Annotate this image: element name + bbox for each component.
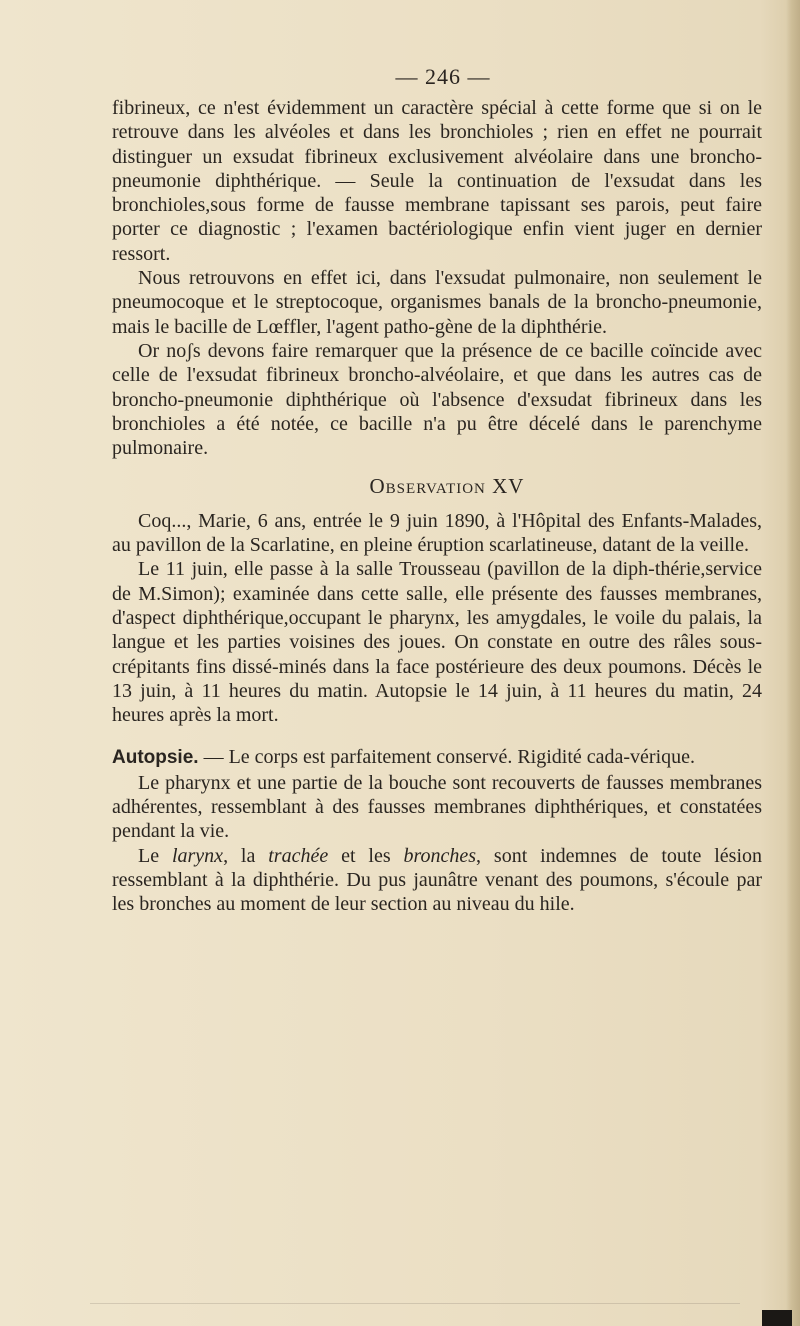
bronches-term: bronches: [403, 844, 477, 867]
page-text: [112, 62, 762, 917]
page-edge-shadow: [786, 0, 800, 1326]
larynx-lead: Le: [138, 844, 172, 867]
autopsie-heading: Autopsie.: [112, 747, 199, 769]
autopsie-text: — Le corps est parfaitement conservé. Rigidité cada-vérique.: [198, 746, 696, 769]
larynx-sep-1: , la: [223, 844, 269, 867]
paragraph-bacille-loeffler: Nous retrouvons en effet ici, dans l'exsudat pulmonaire, non seulement le pneumocoque et le streptocoque, organismes banals de la broncho-pneumonie, mais le bacille de Lœffler, l'agent patho-gène de la diphthérie.: [112, 267, 762, 338]
larynx-sep-2: et les: [328, 844, 404, 867]
paragraph-larynx: [112, 844, 762, 917]
page-bottom-rule: [90, 1303, 740, 1304]
paragraph-clinical-course: Le 11 juin, elle passe à la salle Trousseau (pavillon de la diph-thérie,service de M.Simon); examinée dans cette salle, elle présente des fausses membranes, d'aspect diphthérique,occupant le pharynx, les amygdales, le voile du palais, la langue et les parties voisines des joues. On constate en outre des râles sous-crépitants fins dissé-minés dans la face postérieure des deux poumons. Décès le 13 juin, à 11 heures du matin. Autopsie le 14 juin, à 11 heures du matin, 24 heures après la mort.: [112, 558, 762, 727]
trachee-term: trachée: [268, 844, 329, 867]
paragraph-patient-admission: Coq..., Marie, 6 ans, entrée le 9 juin 1890, à l'Hôpital des Enfants-Malades, au pavillon de la Scarlatine, en pleine éruption scarlatineuse, datant de la veille.: [112, 509, 762, 557]
larynx-rest: , sont indemnes de toute lésion ressemblant à la diphthérie. Du pus jaunâtre venant des poumons, s'écoule par les bronches au moment de leur section au niveau du hile.: [112, 844, 763, 916]
paragraph-fibrineux: fibrineux, ce n'est évidemment un caractère spécial à cette forme que si on le retrouve dans les alvéoles et dans les bronchioles ; rien en effet ne pourrait distinguer un exsudat fibrineux exclusivement alvéolaire dans une broncho-pneumonie diphthérique. — Seule la continuation de l'exsudat dans les bronchioles,sous forme de fausse membrane tapissant ses parois, peut faire porter ce diagnostic ; l'examen bactériologique enfin vient juger en dernier ressort.: [112, 97, 762, 265]
paragraph-presence-bacille: Or noʃs devons faire remarquer que la présence de ce bacille coïncide avec celle de l'exsudat fibrineux broncho-alvéolaire, et que dans les autres cas de broncho-pneumonie diphthérique où l'absence d'exsudat fibrineux dans les bronchioles a été notée, ce bacille n'a pu être décelé dans le parenchyme pulmonaire.: [112, 339, 762, 460]
larynx-term: larynx: [171, 844, 224, 867]
observation-title: Observation XV: [369, 474, 525, 499]
paragraph-autopsie: [112, 745, 762, 770]
paragraph-pharynx: Le pharynx et une partie de la bouche sont recouverts de fausses membranes adhérentes, ressemblant à des fausses membranes diphthériques, et constatées pendant la vie.: [112, 771, 762, 843]
page-number: — 246 —: [395, 64, 491, 89]
scan-corner-mark: [762, 1310, 792, 1326]
